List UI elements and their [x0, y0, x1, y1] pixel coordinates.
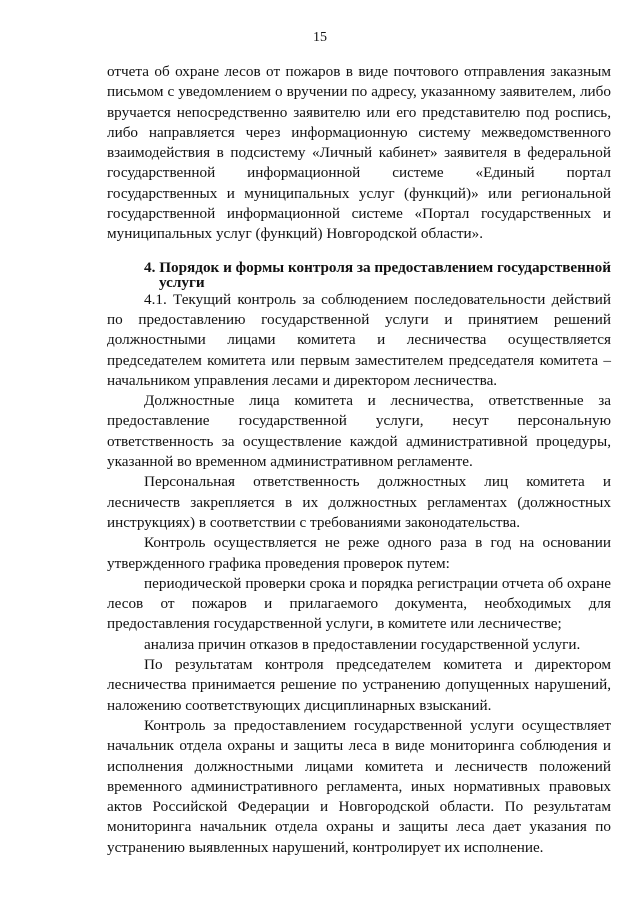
- paragraph-monitoring: Контроль за предоставлением государственной услуги осуществляет начальник отдела охраны и защиты леса в виде мониторинга соблюдения и исполнения должностными лицами комитета и лесничеств положений временного административного регламента, иных нормативных правовых актов Российской Федерации и Новгородской области. По результатам мониторинга начальник отдела охраны и защиты леса дает указания по устранению выявленных нарушений, контролирует их исполнение.: [107, 716, 611, 856]
- page-number: 15: [313, 30, 327, 45]
- page-body: [107, 62, 611, 858]
- paragraph-control-frequency: Контроль осуществляется не реже одного раза в год на основании утвержденного графика проведения проверок путем:: [107, 534, 611, 572]
- section-heading: [107, 260, 611, 290]
- paragraph-control-results: По результатам контроля председателем комитета и директором лесничества принимается решение по устранению допущенных нарушений, наложению соответствующих дисциплинарных взысканий.: [107, 656, 611, 714]
- paragraph-4-1: 4.1. Текущий контроль за соблюдением последовательности действий по предоставлению государственной услуги и принятием решений должностными лицами комитета и лесничества осуществляется председателем комитета или первым заместителем председателя комитета – начальником управления лесами и директором лесничества.: [107, 290, 611, 389]
- section-heading-line-1: 4. Порядок и формы контроля за предоставлением государственной: [144, 258, 611, 276]
- paragraph-continuation: отчета об охране лесов от пожаров в виде почтового отправления заказным письмом с уведомлением о вручении по адресу, указанному заявителем, либо вручается непосредственно заявителю или его представителю под роспись, либо направляется через информационную систему межведомственного взаимодействия в подсистему «Личный кабинет» заявителя в федеральной государственной информационной системе «Единый портал государственных и муниципальных услуг (функций)» или региональной государственной информационной системе «Портал государственных и муниципальных услуг (функций) Новгородской области».: [107, 63, 611, 243]
- paragraph-responsibility: Должностные лица комитета и лесничества, ответственные за предоставление государственной услуги, несут персональную ответственность за осуществление каждой административной процедуры, указанной во временном административном регламенте.: [107, 392, 611, 471]
- section-heading-line-2: услуги: [159, 273, 205, 291]
- paragraph-personal-responsibility: Персональная ответственность должностных лиц комитета и лесничеств закрепляется в их должностных регламентах (должностных инструкциях) в соответствии с требованиями законодательства.: [107, 473, 611, 531]
- paragraph-periodic-check: периодической проверки срока и порядка регистрации отчета об охране лесов от пожаров и прилагаемого документа, необходимых для предоставления государственной услуги, в комитете или лесничестве;: [107, 574, 611, 633]
- paragraph-refusal-analysis: анализа причин отказов в предоставлении государственной услуги.: [144, 635, 581, 653]
